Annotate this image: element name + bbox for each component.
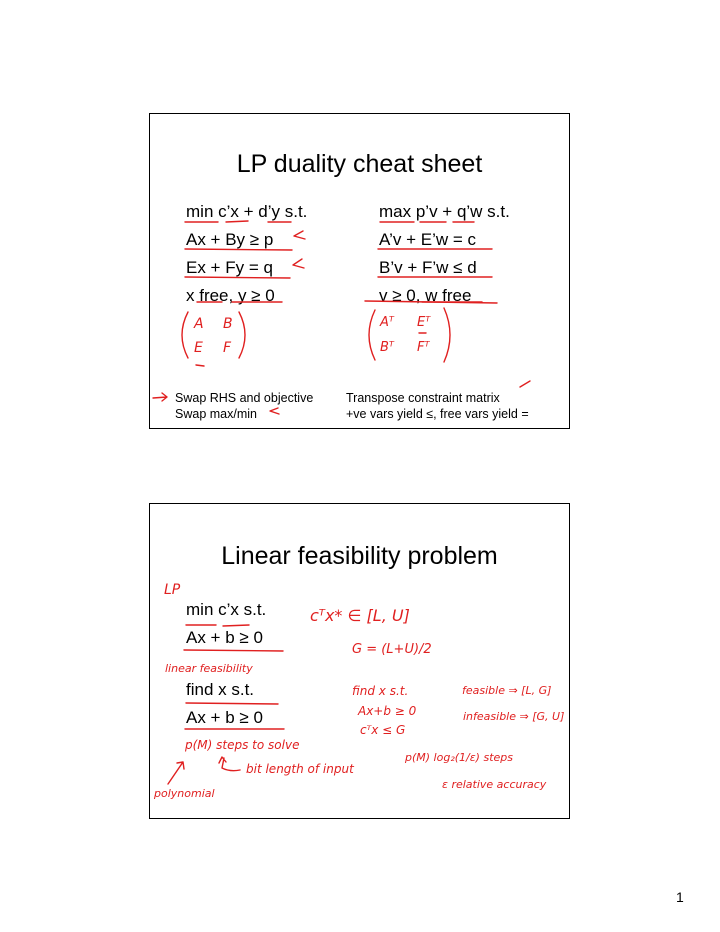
slide-duality-cheat-sheet — [149, 113, 570, 429]
note-swap-rhs: Swap RHS and objective — [175, 391, 314, 405]
dual-objective: max p’v + q’w s.t. — [379, 202, 510, 221]
matrix-entry: A — [194, 316, 204, 332]
matrix-entry: Aᵀ — [380, 315, 394, 330]
slide-linear-feasibility — [149, 503, 570, 819]
lp-label: LP — [164, 582, 181, 598]
matrix-entry: B — [223, 316, 233, 332]
dual-constraint-2: B’v + F’w ≤ d — [379, 258, 477, 277]
lp-constraint: Ax + b ≥ 0 — [186, 628, 263, 647]
ctx-le-g: cᵀx ≤ G — [360, 723, 406, 737]
lp-objective: min c’x s.t. — [186, 600, 267, 619]
dual-variables: v ≥ 0, w free — [379, 286, 472, 305]
relative-accuracy: ε relative accuracy — [442, 778, 547, 791]
matrix-entry: E — [194, 340, 203, 356]
slide-title: LP duality cheat sheet — [236, 150, 483, 178]
feasibility-objective: find x s.t. — [186, 680, 255, 699]
feasibility-constraint: Ax + b ≥ 0 — [186, 708, 263, 727]
note-transpose: Transpose constraint matrix — [346, 391, 500, 405]
objective-range: cᵀx* ∈ [L, U] — [310, 606, 410, 625]
pm-steps: p(M) steps to solve — [185, 738, 300, 752]
slide-title: Linear feasibility problem — [221, 542, 498, 570]
primal-constraint-1: Ax + By ≥ p — [186, 230, 274, 249]
feasible-label: feasible ⇒ [L, G] — [462, 684, 552, 697]
matrix-entry: Bᵀ — [380, 340, 394, 355]
primal-constraint-2: Ex + Fy = q — [186, 258, 273, 277]
matrix-entry: F — [223, 340, 232, 356]
bit-length: bit length of input — [246, 762, 354, 776]
dual-constraint-1: A’v + E’w = c — [379, 230, 476, 249]
log-steps: p(M) log₂(1/ε) steps — [405, 751, 513, 764]
find-x-label: find x s.t. — [352, 684, 409, 698]
infeasible-label: infeasible ⇒ [G, U] — [463, 710, 565, 723]
primal-objective: min c’x + d’y s.t. — [186, 202, 308, 221]
note-var-signs: +ve vars yield ≤, free vars yield = — [346, 407, 529, 421]
linear-feasibility-label: linear feasibility — [165, 662, 253, 675]
polynomial-label: polynomial — [154, 787, 215, 800]
primal-variables: x free, y ≥ 0 — [186, 286, 275, 305]
g-definition: G = (L+U)/2 — [352, 642, 432, 657]
axb-label: Ax+b ≥ 0 — [358, 704, 417, 718]
matrix-entry: Fᵀ — [417, 340, 430, 355]
matrix-entry: Eᵀ — [417, 315, 431, 330]
page-number: 1 — [676, 889, 684, 905]
note-swap-maxmin: Swap max/min — [175, 407, 257, 421]
